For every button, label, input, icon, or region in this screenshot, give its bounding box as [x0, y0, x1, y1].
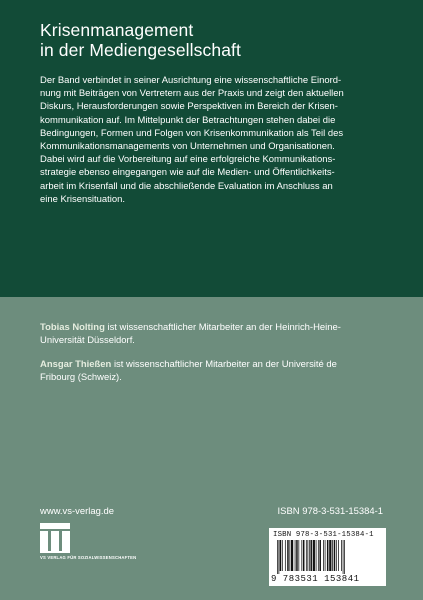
- barcode-bar: [277, 540, 278, 574]
- barcode-bar: [280, 540, 282, 571]
- description-line: nung mit Beiträgen von Vertretern aus der Praxis und zeigt den aktuellen: [40, 88, 344, 100]
- description-line: Dabei wird auf die Vorbereitung auf eine erfolgreiche Kommunikations-: [40, 154, 336, 166]
- barcode-bar: [303, 540, 305, 571]
- book-title: [40, 20, 241, 60]
- barcode-bar: [298, 540, 299, 571]
- barcode-bar: [285, 540, 286, 571]
- author-bio-text: ist wissenschaftlicher Mitarbeiter an der Heinrich-Heine-: [104, 322, 341, 333]
- barcode-bar: [313, 540, 315, 571]
- author-name: Tobias Nolting: [40, 322, 105, 333]
- author-bio-2: [40, 358, 400, 384]
- barcode-bar: [296, 540, 298, 571]
- publisher-logo: [40, 523, 190, 563]
- author-bio-line: Fribourg (Schweiz).: [40, 372, 122, 384]
- description-line: Kommunikationsmanagements von Unternehmen und Organisationen.: [40, 141, 335, 153]
- barcode-bar: [327, 540, 329, 571]
- barcode-bar: [282, 540, 283, 571]
- barcode-number: 9 783531 153841: [271, 574, 360, 584]
- description-line: Bedingungen, Formen und Folgen von Krisenkommunikation als Teil des: [40, 127, 344, 139]
- publisher-website: www.vs-verlag.de: [40, 506, 114, 517]
- barcode-bar: [343, 540, 344, 574]
- description-line: strategie ebenso eingegangen wie auf die Medien- und Öffentlichkeits-: [40, 167, 335, 179]
- author-bio-1: [40, 321, 400, 347]
- barcode-bar: [309, 540, 310, 571]
- isbn-barcode: [269, 528, 386, 586]
- barcode-bar: [344, 540, 345, 574]
- barcode-bar: [291, 540, 293, 571]
- isbn-label: ISBN 978-3-531-15384-1: [277, 506, 383, 517]
- barcode-bar: [287, 540, 289, 571]
- barcode-bar: [341, 540, 342, 571]
- barcode-isbn-text: ISBN 978-3-531-15384-1: [273, 531, 374, 539]
- author-name: Ansgar Thießen: [40, 359, 112, 370]
- barcode-bar: [332, 540, 333, 571]
- author-bio-line: [40, 358, 400, 371]
- barcode-bar: [310, 540, 312, 571]
- barcode-bar: [336, 540, 337, 571]
- barcode-bar: [325, 540, 326, 571]
- publisher-logo-text: VS VERLAG FÜR SOZIALWISSENSCHAFTEN: [40, 555, 137, 560]
- barcode-bar: [323, 540, 324, 571]
- barcode-bar: [338, 540, 339, 571]
- back-cover-bottom-panel: [0, 297, 423, 600]
- description-line: Der Band verbindet in seiner Ausrichtung eine wissenschaftliche Einord-: [40, 75, 342, 86]
- barcode-bar: [319, 540, 321, 571]
- barcode-bar: [306, 540, 307, 571]
- barcode-bar: [334, 540, 336, 571]
- barcode-bar: [279, 540, 280, 574]
- barcode-bar: [289, 540, 290, 571]
- description-line: Diskurs, Herausforderungen sowie Perspektiven im Bereich der Krisen-: [40, 101, 338, 113]
- author-bio-line: Universität Düsseldorf.: [40, 335, 135, 347]
- barcode-bar: [307, 540, 308, 571]
- barcode-bars: [273, 540, 382, 574]
- book-title-line-1: Krisenmanagement: [40, 20, 194, 40]
- author-bio-line: [40, 321, 400, 334]
- barcode-bar: [295, 540, 296, 571]
- description-line: kommunikation auf. Im Mittelpunkt der Betrachtungen stehen dabei die: [40, 114, 336, 126]
- publisher-logo-icon: [40, 523, 70, 553]
- book-description: [40, 74, 400, 206]
- barcode-bar: [318, 540, 319, 571]
- description-line: arbeit im Krisenfall und die abschließende Evaluation im Anschluss an: [40, 180, 333, 192]
- description-line: eine Krisensituation.: [40, 193, 125, 205]
- author-bio-text: ist wissenschaftlicher Mitarbeiter an der Université de: [111, 359, 337, 370]
- barcode-bar: [329, 540, 331, 571]
- book-title-line-2: in der Mediengesellschaft: [40, 40, 241, 60]
- barcode-bar: [316, 540, 317, 571]
- barcode-bar: [301, 540, 302, 571]
- back-cover-top-panel: [0, 0, 423, 297]
